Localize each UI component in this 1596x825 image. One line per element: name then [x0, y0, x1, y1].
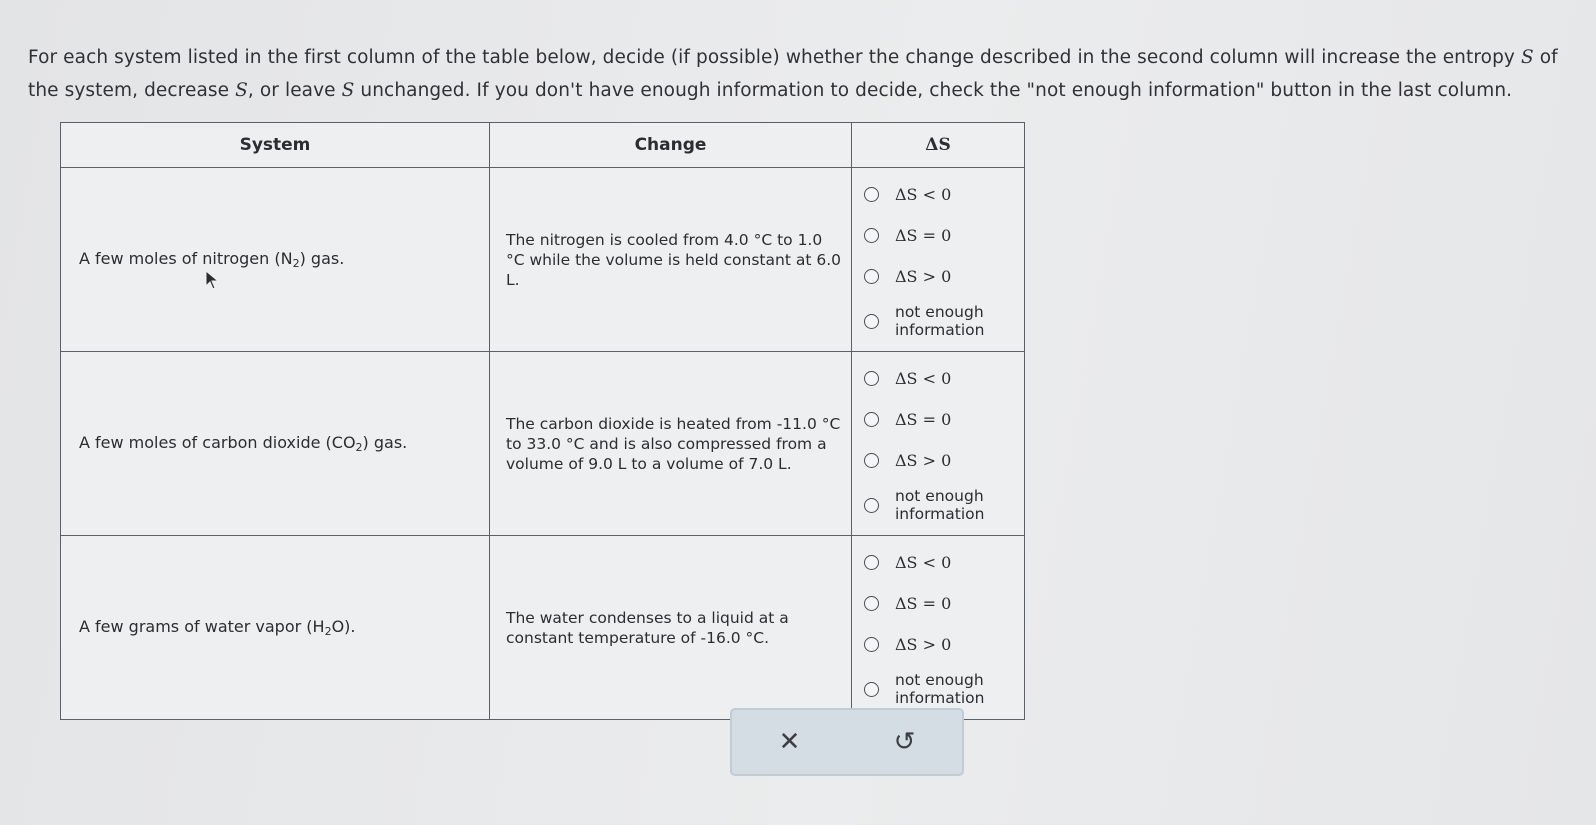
option-label: not enough information: [895, 671, 985, 707]
option-ds-negative[interactable]: [864, 542, 1024, 583]
close-icon: ✕: [778, 727, 801, 757]
option-label: ΔS > 0: [895, 267, 952, 286]
instructions-part: unchanged. If you don't have enough information to decide, check the "not enough information" button in the last column.: [354, 79, 1513, 101]
table-row: [61, 352, 1025, 536]
action-bar: [730, 708, 964, 776]
subscript: 2: [292, 257, 300, 270]
table-row: [61, 168, 1025, 352]
radio-button[interactable]: [864, 412, 879, 427]
option-not-enough-info[interactable]: [864, 481, 1024, 529]
radio-button[interactable]: [864, 228, 879, 243]
options-cell: [852, 536, 1025, 720]
header-delta-s: ΔS: [852, 123, 1025, 168]
radio-button[interactable]: [864, 314, 879, 329]
option-label: not enough information: [895, 487, 985, 523]
option-label: ΔS < 0: [895, 369, 952, 388]
option-label: ΔS < 0: [895, 185, 952, 204]
option-ds-positive[interactable]: [864, 624, 1024, 665]
system-text: A few moles of carbon dioxide (CO: [79, 433, 356, 452]
subscript: 2: [355, 441, 363, 454]
option-not-enough-info[interactable]: [864, 297, 1024, 345]
system-text: A few moles of nitrogen (N: [79, 249, 293, 268]
clear-button[interactable]: [770, 722, 810, 762]
radio-button[interactable]: [864, 498, 879, 513]
entropy-table: [60, 122, 1025, 720]
option-ds-positive[interactable]: [864, 440, 1024, 481]
system-cell: [61, 536, 490, 720]
option-ds-positive[interactable]: [864, 256, 1024, 297]
change-cell: The carbon dioxide is heated from -11.0 °C to 33.0 °C and is also compressed from a volume of 9.0 L to a volume of 7.0 L.: [490, 352, 852, 536]
system-text: O).: [331, 617, 356, 636]
entropy-symbol: S: [341, 79, 355, 101]
radio-button[interactable]: [864, 371, 879, 386]
header-change: Change: [490, 123, 852, 168]
option-label: ΔS < 0: [895, 553, 952, 572]
option-ds-zero[interactable]: [864, 215, 1024, 256]
system-text: ) gas.: [299, 249, 345, 268]
option-ds-negative[interactable]: [864, 358, 1024, 399]
change-cell: The nitrogen is cooled from 4.0 °C to 1.0 °C while the volume is held constant at 6.0 L.: [490, 168, 852, 352]
option-label: ΔS > 0: [895, 451, 952, 470]
mouse-pointer-icon: [205, 270, 221, 290]
radio-button[interactable]: [864, 269, 879, 284]
undo-icon: ↺: [893, 727, 916, 757]
radio-button[interactable]: [864, 453, 879, 468]
system-cell: [61, 352, 490, 536]
option-label: ΔS = 0: [895, 410, 952, 429]
radio-button[interactable]: [864, 596, 879, 611]
change-cell: The water condenses to a liquid at a constant temperature of -16.0 °C.: [490, 536, 852, 720]
undo-button[interactable]: [885, 722, 925, 762]
system-text: ) gas.: [362, 433, 408, 452]
option-label: ΔS > 0: [895, 635, 952, 654]
entropy-symbol: S: [235, 79, 248, 101]
radio-button[interactable]: [864, 637, 879, 652]
options-cell: [852, 168, 1025, 352]
entropy-symbol: S: [1520, 46, 1534, 68]
option-label: ΔS = 0: [895, 226, 952, 245]
system-text: A few grams of water vapor (H: [79, 617, 325, 636]
radio-button[interactable]: [864, 682, 879, 697]
option-ds-negative[interactable]: [864, 174, 1024, 215]
instructions-part: , or leave: [247, 79, 342, 101]
instructions-text: [28, 41, 1573, 107]
option-label: ΔS = 0: [895, 594, 952, 613]
option-not-enough-info[interactable]: [864, 665, 1024, 713]
option-ds-zero[interactable]: [864, 583, 1024, 624]
header-system: System: [61, 123, 490, 168]
table-row: [61, 536, 1025, 720]
option-label: not enough information: [895, 303, 985, 339]
option-ds-zero[interactable]: [864, 399, 1024, 440]
options-cell: [852, 352, 1025, 536]
system-cell: [61, 168, 490, 352]
subscript: 2: [324, 625, 332, 638]
radio-button[interactable]: [864, 555, 879, 570]
radio-button[interactable]: [864, 187, 879, 202]
instructions-part: For each system listed in the first column of the table below, decide (if possible) whether the change described in the second column will increase the entropy: [28, 46, 1521, 68]
instructions-part: of the system, decrease: [28, 46, 1558, 101]
